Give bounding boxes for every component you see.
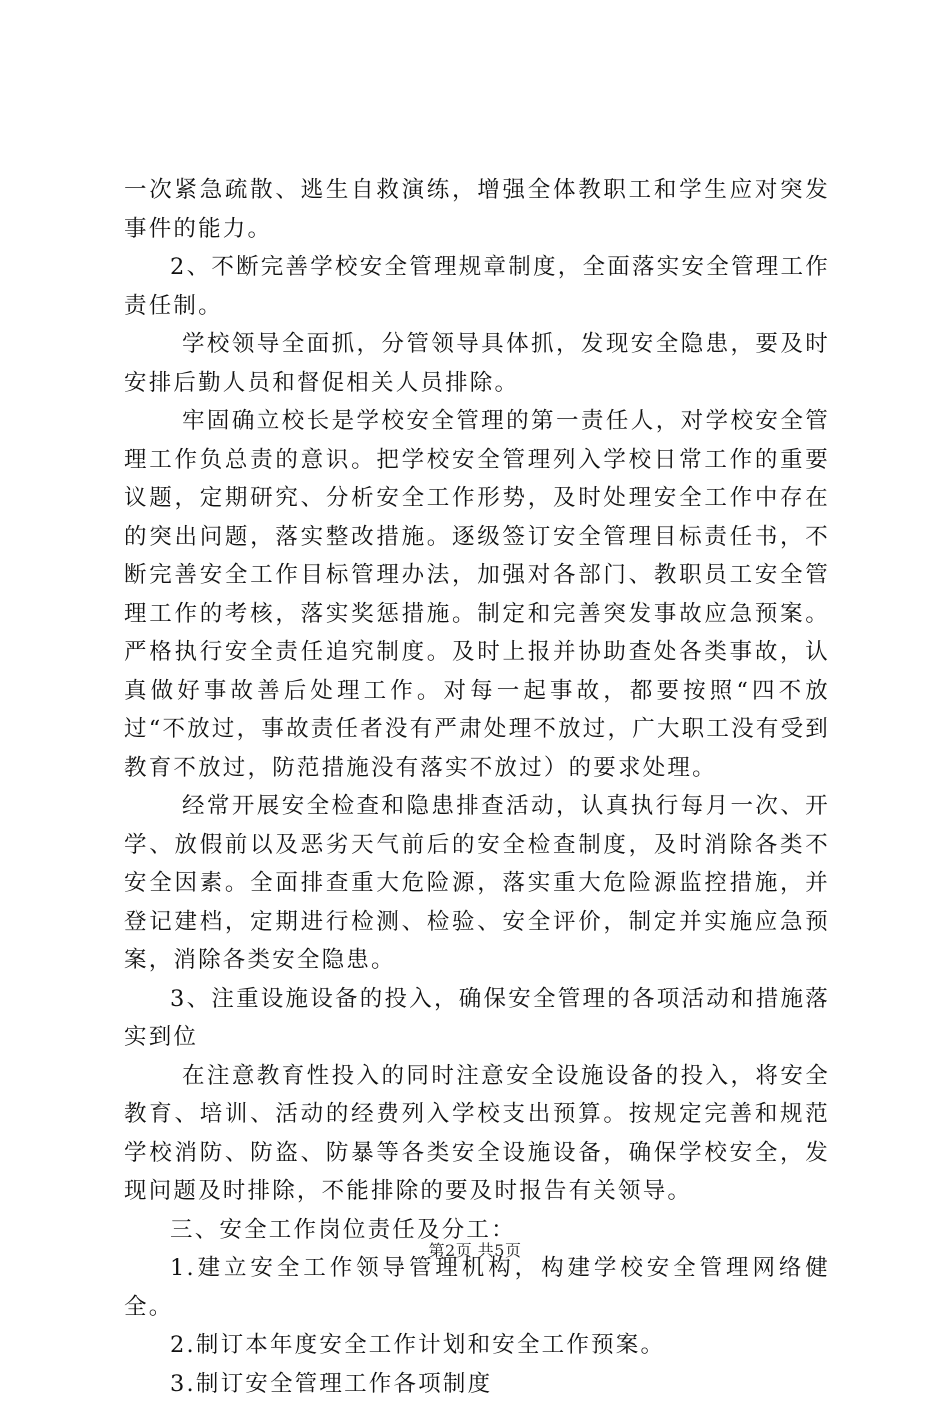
paragraph-5: 经常开展安全检查和隐患排查活动，认真执行每月一次、开学、放假前以及恶劣天气前后的安全检查制度，及时消除各类不安全因素。全面排查重大危险源，落实重大危险源监控措施，并登记建档，定期进行检测、检验、安全评价，制定并实施应急预案，消除各类安全隐患。 xyxy=(124,787,830,980)
page-footer xyxy=(0,1238,950,1261)
paragraph-3: 学校领导全面抓，分管领导具体抓，发现安全隐患，要及时安排后勤人员和督促相关人员排除。 xyxy=(124,325,830,402)
paragraph-7: 在注意教育性投入的同时注意安全设施设备的投入，将安全教育、培训、活动的经费列入学校支出预算。按规定完善和规范学校消防、防盗、防暴等各类安全设施设备，确保学校安全，发现问题及时排除，不能排除的要及时报告有关领导。 xyxy=(124,1057,830,1211)
paragraph-4: 牢固确立校长是学校安全管理的第一责任人，对学校安全管理工作负总责的意识。把学校安全管理列入学校日常工作的重要议题，定期研究、分析安全工作形势，及时处理安全工作中存在的突出问题，落实整改措施。逐级签订安全管理目标责任书，不断完善安全工作目标管理办法，加强对各部门、教职员工安全管理工作的考核，落实奖惩措施。制定和完善突发事故应急预案。严格执行安全责任追究制度。及时上报并协助查处各类事故，认真做好事故善后处理工作。对每一起事故，都要按照“四不放过“不放过，事故责任者没有严肃处理不放过，广大职工没有受到教育不放过，防范措施没有落实不放过）的要求处理。 xyxy=(124,402,830,787)
paragraph-10: 2.制订本年度安全工作计划和安全工作预案。 xyxy=(124,1326,830,1365)
paragraph-6: 3、注重设施设备的投入，确保安全管理的各项活动和措施落实到位 xyxy=(124,980,830,1057)
page-indicator: 第2页 共5页 xyxy=(429,1241,522,1260)
paragraph-2: 2、不断完善学校安全管理规章制度，全面落实安全管理工作责任制。 xyxy=(124,248,830,325)
document-body xyxy=(124,171,830,1403)
paragraph-8: 三、安全工作岗位责任及分工： xyxy=(124,1211,830,1250)
paragraph-1: 一次紧急疏散、逃生自救演练，增强全体教职工和学生应对突发事件的能力。 xyxy=(124,171,830,248)
paragraph-11: 3.制订安全管理工作各项制度 xyxy=(124,1365,830,1403)
paragraph-9: 1.建立安全工作领导管理机构，构建学校安全管理网络健全。 xyxy=(124,1249,830,1326)
